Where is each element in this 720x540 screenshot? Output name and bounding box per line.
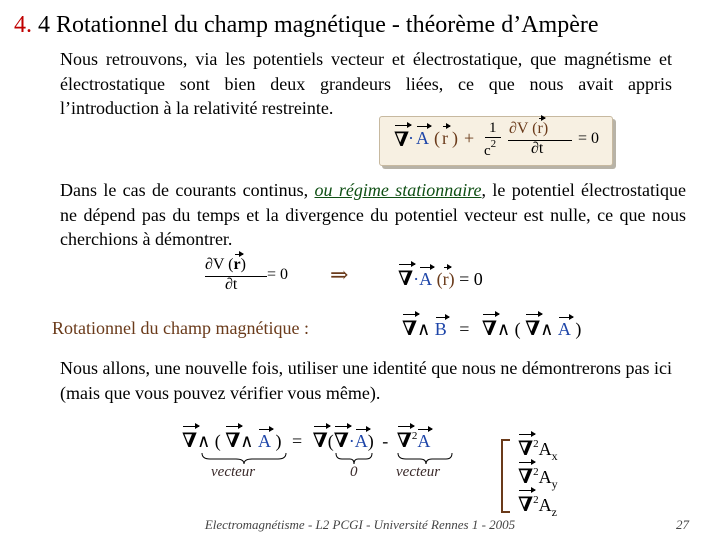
nabla-symbol: ∇ — [396, 430, 412, 452]
minus-sign: - — [382, 431, 389, 451]
nabla-symbol: ∇ — [312, 430, 328, 452]
page-number: 27 — [676, 517, 689, 532]
component-x: x — [551, 449, 558, 463]
nabla-symbol: ∇ — [225, 430, 241, 452]
equals-zero: = 0 — [267, 266, 289, 283]
partial-t: ∂t — [225, 276, 238, 293]
dot-operator: · — [413, 269, 420, 289]
intro-paragraph: Nous retrouvons, via les potentiels vecteur et électrostatique, que magnétisme et électrostatique sont bien deux grandeurs liées, ce que nous avait appris l’introduction à la relativité restreinte. — [60, 49, 672, 118]
nabla-symbol: ∇ — [333, 430, 349, 452]
laplacian-component-x: $\nabla^2A_x$ — [518, 438, 558, 463]
nabla-symbol: ∇ — [525, 318, 541, 340]
slide-title — [14, 12, 598, 39]
nabla-symbol: ∇ — [394, 129, 410, 151]
nabla-symbol: ∇ — [402, 318, 418, 340]
components-bracket — [496, 438, 516, 514]
stationary-paragraph — [60, 178, 686, 252]
equals-sign: = — [459, 319, 470, 339]
nabla-symbol: ∇ — [518, 438, 534, 460]
p2-before: Dans le cas de courants continus, — [60, 180, 315, 200]
vector-A: A — [416, 128, 429, 148]
component-y: y — [551, 477, 558, 491]
nabla-symbol: ∇ — [518, 494, 534, 516]
dot-operator: · — [408, 128, 414, 148]
laplacian-component-z: $\nabla^2A_z$ — [518, 494, 557, 519]
underbraces — [198, 451, 498, 465]
vector-B: B — [434, 319, 447, 339]
vector-identity-equation: ∇∧ ( ∇∧ A ) = ∇(∇·A) - ∇$^2$A — [182, 430, 431, 452]
curl-B-equation: ∇∧ B = ∇∧ ( ∇∧ A ) — [402, 318, 582, 340]
equals-sign: = — [291, 431, 303, 451]
fraction-one: 1 — [489, 120, 497, 136]
nabla-symbol: ∇ — [182, 430, 198, 452]
divergence-zero-equation: ∇·A (r) = 0 — [398, 268, 483, 290]
vector-A: A — [557, 319, 571, 339]
dot-operator: · — [348, 431, 355, 451]
vector-A: A — [257, 431, 271, 451]
vector-label-left: vecteur — [211, 464, 256, 480]
title-number: 4. — [14, 12, 32, 38]
nabla-symbol: ∇ — [398, 268, 414, 290]
speed-of-light: c — [484, 143, 491, 159]
square-exponent: 2 — [490, 138, 497, 150]
identity-paragraph: Nous allons, une nouvelle fois, utiliser une identité que nous ne démontrerons pas ici (mais que vous pouvez vérifier vous même). — [60, 358, 672, 403]
vector-r: r — [233, 256, 241, 273]
partial-V: ∂V — [509, 120, 529, 137]
laplacian-component-y: $\nabla^2A_y$ — [518, 466, 558, 491]
p2-after: , le potentiel électrostatique ne dépend pas du temps et la divergence du potentiel vecteur est nulle, ce que nous cherchions à démontrer. — [60, 180, 686, 249]
implies-arrow: ⇒ — [330, 262, 349, 287]
vector-A: A — [417, 431, 431, 451]
vector-A: A — [354, 431, 368, 451]
vector-r: r — [537, 120, 543, 137]
vector-label-right: vecteur — [396, 464, 441, 480]
plus-sign: + — [464, 128, 475, 148]
partial-t: ∂t — [531, 140, 544, 157]
vector-A: A — [419, 269, 433, 289]
equals-zero: = 0 — [459, 269, 483, 289]
equals-zero: = 0 — [578, 130, 600, 147]
highlight-stationary: ou régime stationnaire — [314, 180, 482, 200]
nabla-symbol: ∇ — [518, 466, 534, 488]
zero-label: 0 — [350, 464, 358, 480]
title-text: 4 Rotationnel du champ magnétique - théorème d’Ampère — [38, 12, 599, 38]
footer-text: Electromagnétisme - L2 PCGI - Université Rennes 1 - 2005 — [204, 517, 516, 532]
nabla-symbol: ∇ — [481, 318, 497, 340]
component-z: z — [551, 505, 557, 519]
vector-r: r — [442, 269, 449, 289]
partial-V: ∂V — [205, 256, 225, 273]
rotationnel-label: Rotationnel du champ magnétique : — [52, 318, 309, 338]
vector-r: r — [442, 128, 448, 148]
